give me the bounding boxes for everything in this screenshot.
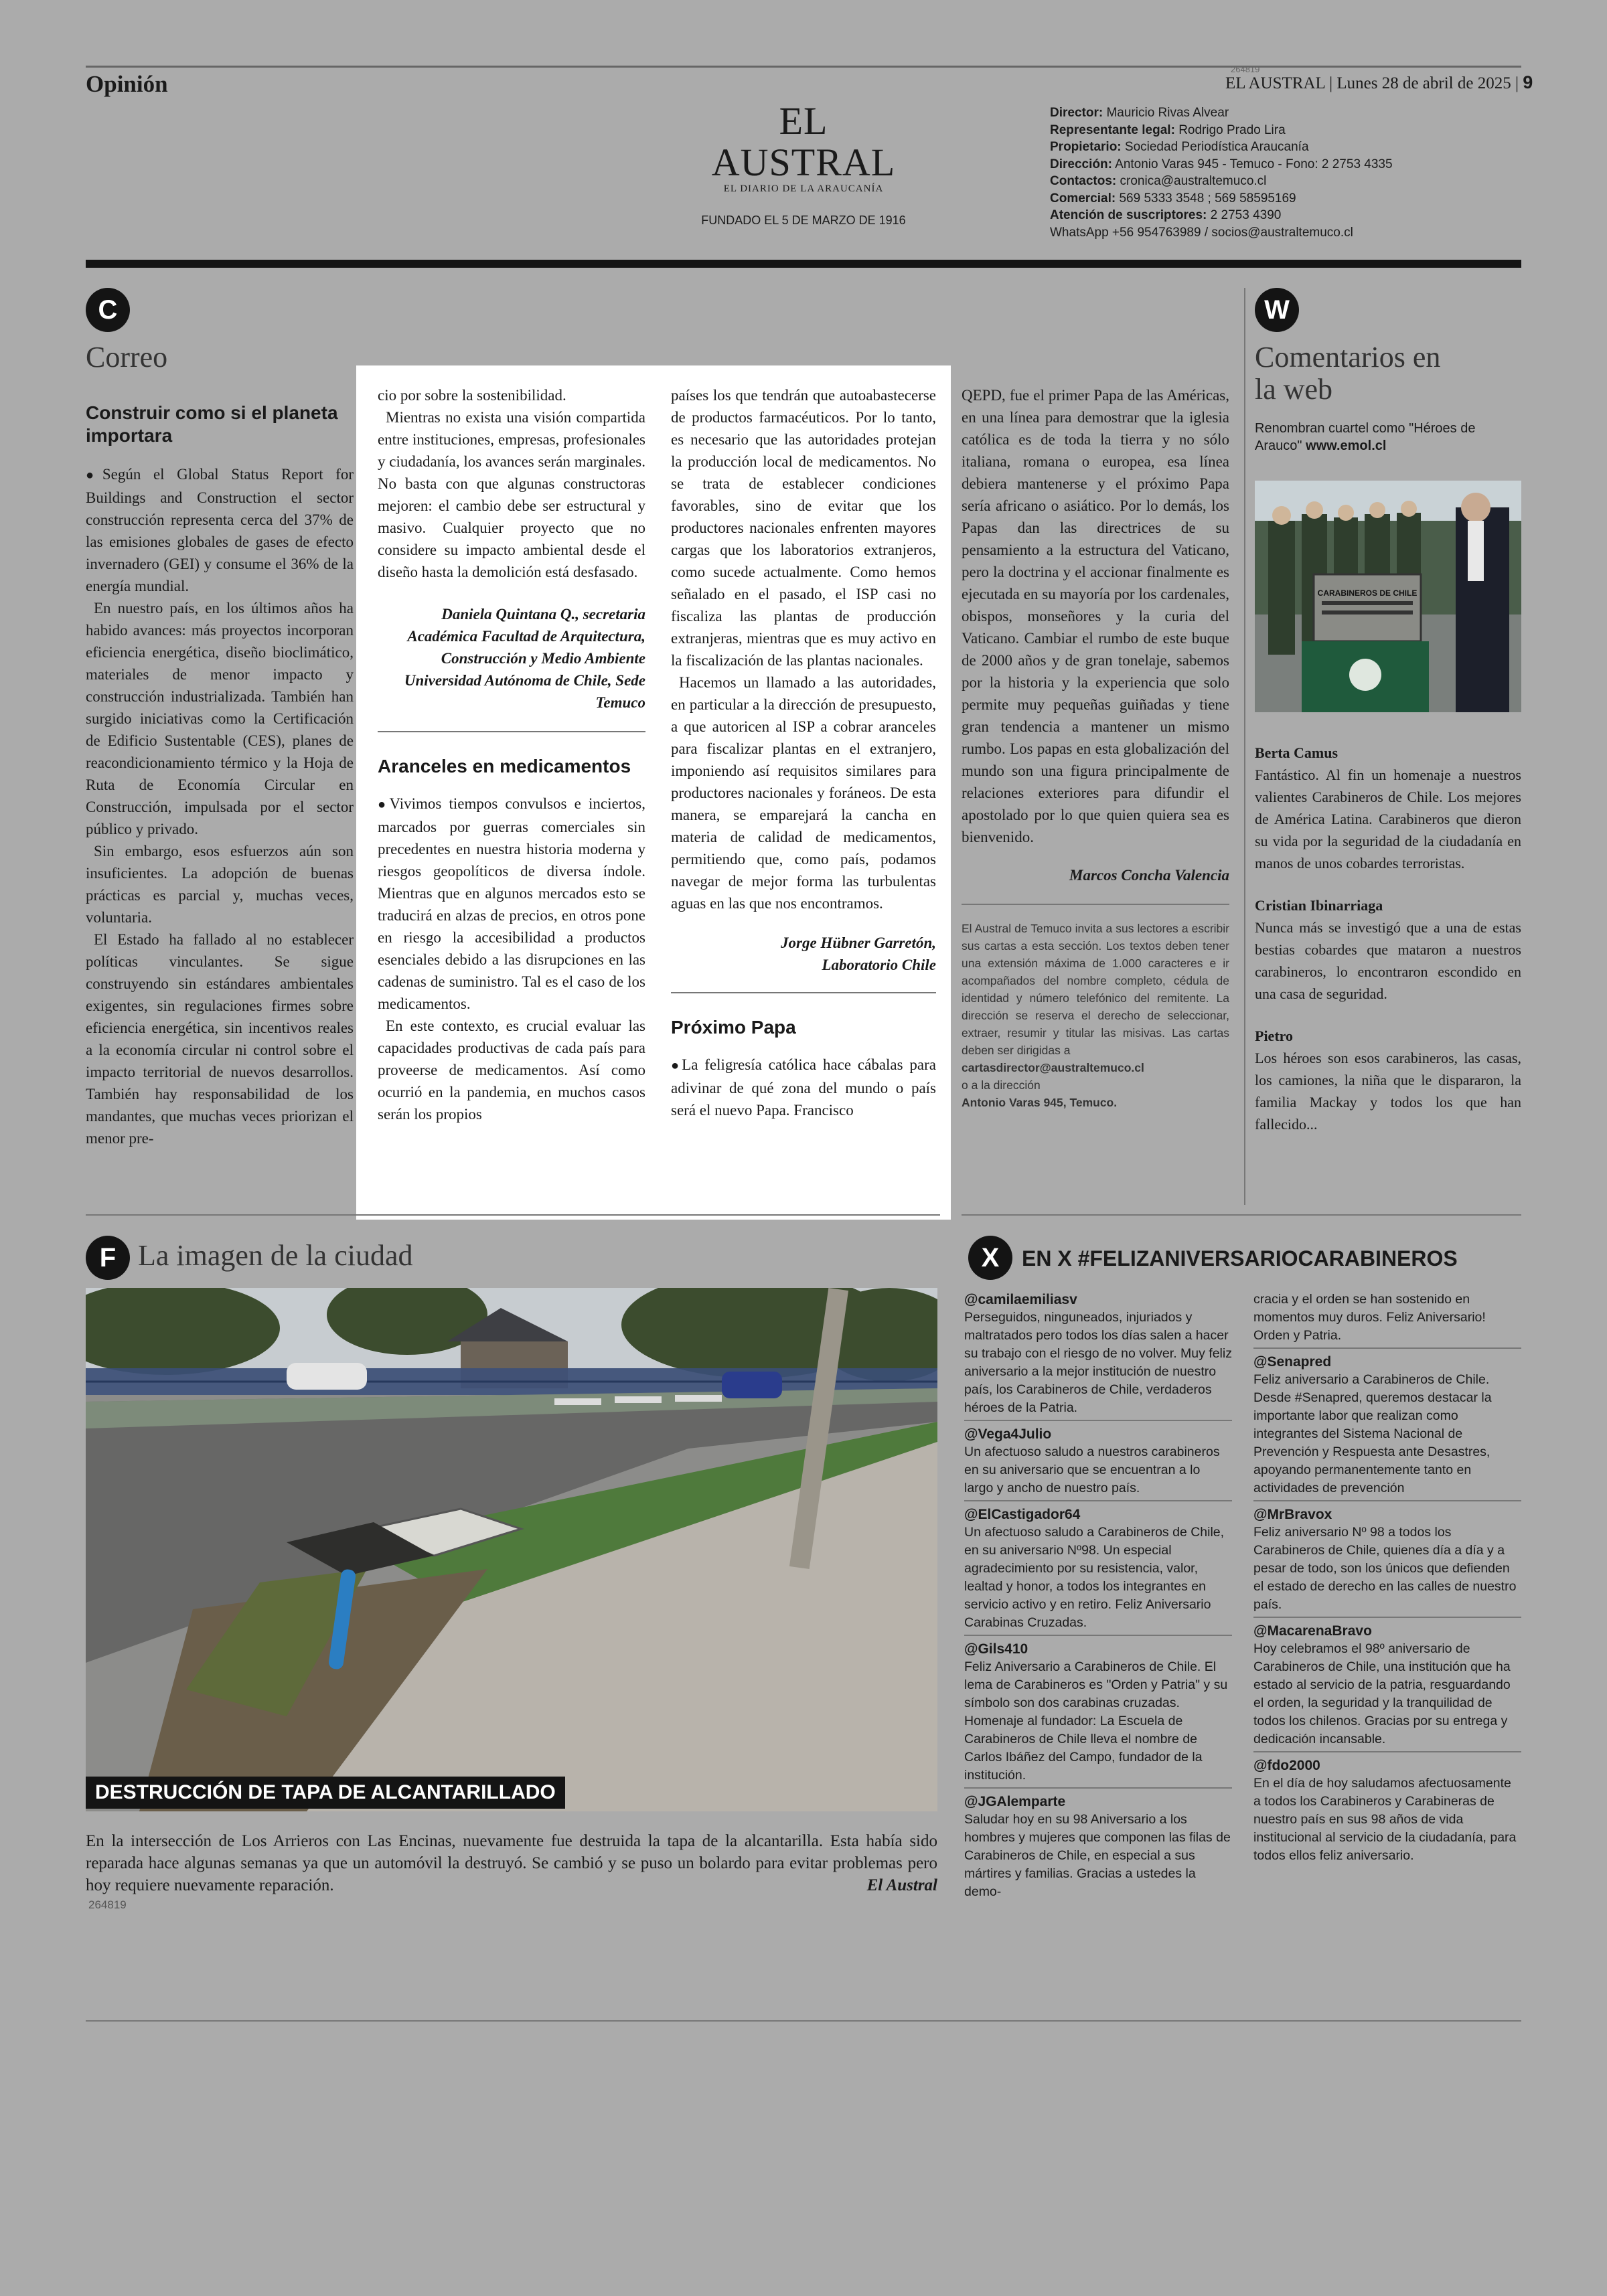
separator	[378, 731, 645, 732]
separator	[964, 1420, 1232, 1421]
letter1-headline: Construir como si el planeta importara	[86, 402, 338, 446]
comment-text: Fantástico. Al fin un homenaje a nuestros valientes Carabineros de Chile. Los mejores de América Latina. Carabineros que dieron su vida por la seguridad de la ciudadanía en manos de unos cobardes terroristas.	[1255, 766, 1521, 872]
x-post	[1253, 1505, 1521, 1614]
comment-author: Berta Camus	[1255, 744, 1338, 761]
web-title: Comentarios en la web	[1255, 341, 1441, 406]
x-icon: X	[968, 1236, 1012, 1280]
photo-caption: DESTRUCCIÓN DE TAPA DE ALCANTARILLADO	[86, 1777, 565, 1809]
comment	[1255, 1025, 1521, 1135]
x-text: Hoy celebramos el 98º aniversario de Carabineros de Chile, una institución que ha estado al servicio de la patria, resguardando el orden, la seguridad y la tranquilidad de todos los chilenos. Gracias por su entrega y dedicación incansable.	[1253, 1641, 1511, 1746]
separator	[964, 1635, 1232, 1636]
column-2	[378, 384, 645, 1125]
letter3-signature: Marcos Concha Valencia	[1069, 867, 1229, 884]
x-post	[964, 1640, 1232, 1785]
section-rule	[86, 1214, 940, 1216]
x-title: EN X #FELIZANIVERSARIOCARABINEROS	[1022, 1246, 1458, 1270]
city-title: La imagen de la ciudad	[138, 1239, 413, 1272]
paragraph: cio por sobre la sostenibilidad.	[378, 387, 566, 404]
letter2-body-col2	[378, 793, 645, 1125]
x-handle[interactable]: @Vega4Julio	[964, 1426, 1052, 1442]
x-handle[interactable]: @Gils410	[964, 1641, 1028, 1657]
bottom-rule	[86, 2020, 1521, 2022]
x-handle[interactable]: @Senapred	[1253, 1354, 1332, 1370]
staff-line: Propietario: Sociedad Periodística Araucanía	[1050, 140, 1309, 154]
x-post	[1253, 1353, 1521, 1497]
separator	[671, 992, 936, 993]
letter1-body-col1	[86, 463, 354, 1149]
staff-line: Atención de suscriptores: 2 2753 4390	[1050, 208, 1282, 222]
paragraph: Hacemos un llamado a las autoridades, en particular a la dirección de presupuesto, a que autoricen al ISP a cobrar aranceles para fiscalizar plantas en el extranjero, imponiendo así requisitos similares para productores nacionales y foráneos. De esta manera, se emparejará la cancha en materia de calidad de medicamentos, permitiendo que, como país, podamos navegar de mejor forma las turbulentas aguas en las que nos encontramos.	[671, 674, 936, 912]
letter1-body-col2	[378, 384, 645, 583]
paragraph: ●Según el Global Status Report for Buildings and Construction el sector construcción representa cerca del 37% de las emisiones globales de gases de efecto invernadero (GEI) y consume el 36% de la energía mundial.	[86, 466, 354, 594]
whatsapp-line: WhatsApp +56 954763989 / socios@australtemuco.cl	[1050, 225, 1353, 240]
masthead	[690, 100, 917, 228]
comment-author: Pietro	[1255, 1028, 1294, 1044]
staff-box	[1050, 104, 1465, 241]
paragraph: ●Vivimos tiempos convulsos e inciertos, marcados por guerras comerciales sin precedentes en nuestra historia moderna y riesgos geopolíticos de diversa índole. Mientras que en algunos mercados esto se traducirá en alzas de precios, en otros pone en riesgo la accesibilidad a productos esenciales debido a las disrupciones en las cadenas de suministro. Tal es el caso de los medicamentos.	[378, 795, 645, 1012]
x-text: Feliz aniversario Nº 98 a todos los Carabineros de Chile, quienes día a día y a pesar de todo, son los únicos que defienden el estado de derecho en las calles de nuestro país.	[1253, 1525, 1517, 1612]
separator	[964, 1787, 1232, 1789]
x-handle[interactable]: @camilaemiliasv	[964, 1292, 1077, 1307]
x-post	[964, 1505, 1232, 1632]
paper-name: EL AUSTRAL	[711, 99, 896, 184]
column-3	[671, 384, 936, 1121]
comment	[1255, 894, 1521, 1005]
separator	[1253, 1500, 1521, 1501]
x-handle[interactable]: @fdo2000	[1253, 1758, 1320, 1773]
comment-text: Los héroes son esos carabineros, las casas, los camiones, la niña que le dispararon, la familia Mackay y todos los que han fallecido...	[1255, 1050, 1521, 1133]
paragraph: En nuestro país, en los últimos años ha habido avances: más proyectos incorporan eficiencia energética, diseño bioclimático, materiales de menor impacto y construcción industrializada. También han surgido iniciativas como la Certificación de Edificio Sustentable (CES), planes de reacondicionamiento térmico y la Hoja de Ruta de Economía Circular en Construcción, impulsada por el sector público y privado.	[86, 600, 354, 837]
city-icon: F	[86, 1236, 130, 1280]
photo-credit: El Austral	[866, 1876, 937, 1894]
top-rule	[86, 66, 1521, 68]
founded-line: FUNDADO EL 5 DE MARZO DE 1916	[701, 214, 906, 227]
page-number: 9	[1523, 72, 1533, 92]
column-4	[962, 384, 1229, 1111]
staff-line: Director: Mauricio Rivas Alvear	[1050, 106, 1229, 120]
x-text: Feliz Aniversario a Carabineros de Chile. El lema de Carabineros es "Orden y Patria" y su símbolo son dos carabinas cruzadas. Homenaje al fundador: La Escuela de Carabineros de Chile lleva el nombre de Carlos Ibáñez del Campo, fundador de la institución.	[964, 1659, 1228, 1783]
letter1-signature: Daniela Quintana Q., secretaria Académica Facultad de Arquitectura, Construcción y Medio Ambiente Universidad Autónoma de Chile, Sede Temuco	[404, 606, 645, 711]
dateline: EL AUSTRAL | Lunes 28 de abril de 2025 | 9	[1225, 72, 1533, 92]
web-photo	[1255, 481, 1521, 712]
letters-email[interactable]: cartasdirector@australtemuco.cl	[962, 1061, 1144, 1074]
letters-notice: El Austral de Temuco invita a sus lectores a escribir sus cartas a esta sección. Los textos deben tener una extensión máxima de 1.000 caracteres e ir acompañados del nombre completo, cédula de identidad y número telefónico del remitente. La dirección se reserva el derecho de seleccionar, extraer, resumir y titular las misivas. Las cartas deben ser dirigidas a cartasdirector@australtemuco.cl o a la dirección Antonio Varas 945, Temuco.	[962, 922, 1229, 1109]
x-text: Un afectuoso saludo a nuestros carabineros en su aniversario que se encuentran a lo largo y ancho de nuestro país.	[964, 1445, 1220, 1495]
x-post	[1253, 1756, 1521, 1865]
comment	[1255, 742, 1521, 874]
web-source[interactable]: www.emol.cl	[1306, 438, 1387, 453]
city-description: En la intersección de Los Arrieros con Las Encinas, nuevamente fue destruida la tapa de la alcantarilla. Esta había sido reparada hace algunas semanas ya que un automóvil la destruyó. Se cambió y se puso un bolardo para evitar problemas pero hoy requiere nuevamente reparación. El Austral	[86, 1830, 937, 1896]
paper-subtitle: EL DIARIO DE LA ARAUCANÍA	[723, 183, 884, 194]
web-subtitle: Renombran cuartel como "Héroes de Arauco" www.emol.cl	[1255, 421, 1476, 453]
header-thick-rule	[86, 260, 1521, 268]
separator	[1253, 1751, 1521, 1752]
letter3-headline: Próximo Papa	[671, 1017, 796, 1038]
x-text: Un afectuoso saludo a Carabineros de Chile, en su aniversario Nº98. Un especial agradecimiento por su resistencia, valor, lealtad y honor, a todos los integrantes en servicio activo y en retiro. Feliz Aniversario Carabinas Cruzadas.	[964, 1525, 1225, 1630]
x-text: Feliz aniversario a Carabineros de Chile. Desde #Senapred, queremos destacar la importante labor que realizan como integrantes del Sistema Nacional de Prevención y Respuesta ante Desastres, apoyando permanentemente tanto en actividades de prevención	[1253, 1372, 1492, 1495]
comment-author: Cristian Ibinarriaga	[1255, 897, 1383, 914]
column-1	[86, 402, 354, 1149]
staff-line: Dirección: Antonio Varas 945 - Temuco - Fono: 2 2753 4335	[1050, 157, 1393, 171]
ceremony-illustration	[1255, 481, 1521, 712]
paragraph: Mientras no exista una visión compartida entre instituciones, empresas, profesionales y ciudadanía, los avances serán marginales. No basta con que algunas constructoras mejoren: el cambio debe ser estructural y masivo. Cualquier proyecto que no considere su impacto ambiental desde el diseño hasta la demolición está desfasado.	[378, 409, 646, 580]
code-top: 264819	[1231, 64, 1260, 74]
section-rule	[962, 1214, 1521, 1216]
web-icon: W	[1255, 288, 1299, 332]
section-label: Opinión	[86, 71, 168, 97]
x-right-column	[1253, 1291, 1521, 1865]
x-text: Saludar hoy en su 98 Aniversario a los hombres y mujeres que componen las filas de Carabineros de Chile, en especial a sus mártires y familias. Gracias a ustedes la demo-	[964, 1812, 1231, 1899]
x-text: En el día de hoy saludamos afectuosamente a todos los Carabineros y Carabineras de nuestro país en sus 98 años de vida institucional al servicio de la ciudadanía, para todos ellos feliz aniversario.	[1253, 1776, 1517, 1863]
paragraph: En este contexto, es crucial evaluar las capacidades productivas de cada país para proveerse de medicamentos. Así como ocurrió en la pandemia, en muchos casos serán los propios	[378, 1017, 645, 1123]
vertical-rule	[1244, 288, 1245, 1205]
letter3-body-col4	[962, 384, 1229, 848]
city-photo	[86, 1288, 937, 1811]
letter3-body-col3	[671, 1054, 936, 1121]
letter2-headline: Aranceles en medicamentos	[378, 756, 631, 776]
web-comments	[1255, 742, 1521, 1135]
x-text: Perseguidos, ninguneados, injuriados y maltratados pero todos los días salen a hacer su trabajo con el riesgo de no volver. Muy feliz aniversario a la mejor institución de nuestro país, los Carabineros de Chile, verdaderos héroes de la Patria.	[964, 1310, 1232, 1415]
correo-title: Correo	[86, 341, 168, 374]
separator	[1253, 1617, 1521, 1618]
street-illustration	[86, 1288, 937, 1811]
x-post	[964, 1425, 1232, 1497]
paragraph: QEPD, fue el primer Papa de las Américas, en una línea para demostrar que la iglesia católica es de toda la tierra y no sólo italiana, romana o europea, esa línea debiera mantenerse y el próximo Papa sería africano o asiático. Por lo demás, los Papas dan las directrices de su pensamiento a la estructura del Vaticano, pero la doctrina y el accionar finalmente es ejecutada en su mayoría por los cardenales, obispos, monseñores y la curia del Vaticano. Cambiar el rumbo de este buque de 2000 años y de gran tonelaje, sabemos por la historia y la experiencia que solo permite muy pequeñas guiñadas y tiene gran tendencia a mantener un mismo rumbo. Los papas en esta globalización del mundo son una figura principalmente de relaciones exteriores para difundir el apostolado por lo que quien quiera sea es bienvenido.	[962, 387, 1229, 845]
correo-icon: C	[86, 288, 130, 332]
x-continuation: cracia y el orden se han sostenido en momentos muy duros. Feliz Aniversario! Orden y Patria.	[1253, 1292, 1486, 1343]
staff-line: Contactos: cronica@australtemuco.cl	[1050, 174, 1267, 188]
letter2-signature: Jorge Hübner Garretón, Laboratorio Chile	[781, 934, 936, 973]
staff-line: Comercial: 569 5333 3548 ; 569 58595169	[1050, 191, 1296, 206]
paragraph: El Estado ha fallado al no establecer políticas vinculantes. Se sigue construyendo sin estándares ambientales exigentes, sin regulaciones firmes sobre eficiencia energética, sin incentivos reales a la economía circular ni control sobre el impacto territorial de nuevos desarrollos. También hay responsabilidad de los mandantes, que muchas veces priorizan el menor pre-	[86, 931, 354, 1147]
paragraph: países los que tendrán que autoabastecerse de productos farmacéuticos. Por lo tanto, es necesario que las autoridades protejan la producción local de medicamentos. No se trata de establecer condiciones favorables, sino de evitar que los productores nacionales enfrenten mayores cargas que los laboratorios extranjeros, como sucede actualmente. Como hemos señalado en el pasado, el ISP casi no fiscaliza las plantas de producción extranjeras, mientras que es muy activo en la fiscalización de las plantas nacionales.	[671, 387, 936, 669]
code-bottom: 264819	[88, 1898, 127, 1911]
separator	[962, 904, 1229, 905]
x-left-column	[964, 1291, 1232, 1901]
x-post	[964, 1793, 1232, 1901]
separator	[1253, 1347, 1521, 1349]
separator	[964, 1500, 1232, 1501]
x-post	[1253, 1622, 1521, 1748]
plaque-text: CARABINEROS DE CHILE	[1317, 588, 1418, 598]
x-handle[interactable]: @JGAlemparte	[964, 1794, 1066, 1809]
staff-line: Representante legal: Rodrigo Prado Lira	[1050, 122, 1286, 137]
paragraph: Sin embargo, esos esfuerzos aún son insuficientes. La adopción de buenas prácticas es parcial y, muchas veces, voluntaria.	[86, 843, 354, 926]
letter2-body-col3	[671, 384, 936, 914]
x-post	[964, 1291, 1232, 1417]
comment-text: Nunca más se investigó que a una de estas bestias cobardes que mataron a nuestros carabineros, lo encontraron escondido en una casa de seguridad.	[1255, 919, 1521, 1002]
x-handle[interactable]: @MrBravox	[1253, 1507, 1332, 1522]
x-handle[interactable]: @ElCastigador64	[964, 1507, 1081, 1522]
x-handle[interactable]: @MacarenaBravo	[1253, 1623, 1372, 1639]
paragraph: ●La feligresía católica hace cábalas para adivinar de qué zona del mundo o país será el nuevo Papa. Francisco	[671, 1056, 936, 1119]
